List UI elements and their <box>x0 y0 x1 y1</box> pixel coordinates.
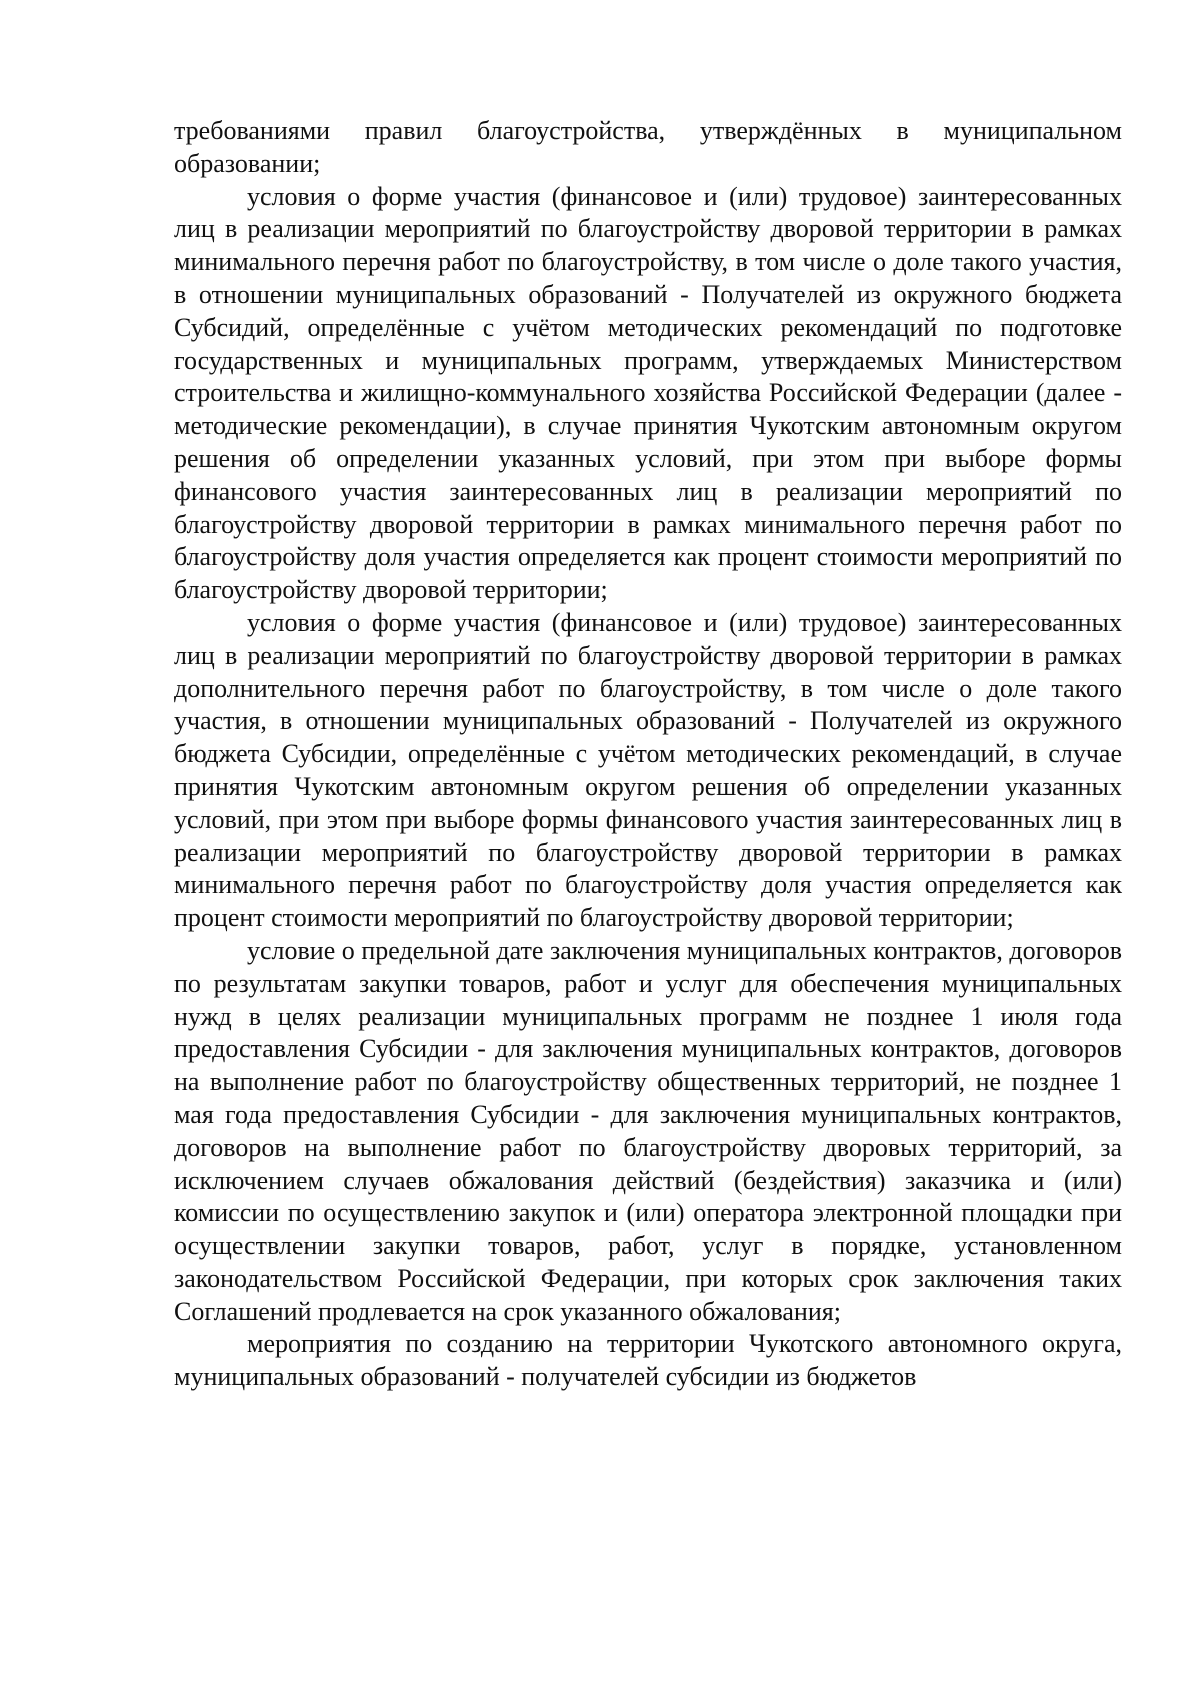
paragraph-measures: мероприятия по созданию на территории Чукотского автономного округа, муниципальных образований - получателей субсидии из бюджетов <box>174 1329 1122 1392</box>
document-body <box>174 115 1122 1394</box>
paragraph-continuation: требованиями правил благоустройства, утверждённых в муниципальном образовании; <box>174 116 1122 178</box>
paragraph-contract-deadline: условие о предельной дате заключения муниципальных контрактов, договоров по результатам закупки товаров, работ и услуг для обеспечения муниципальных нужд в целях реализации муниципальных программ не позднее 1 июля года предоставления Субсидии - для заключения муниципальных контрактов, договоров на выполнение работ по благоустройству общественных территорий, не позднее 1 мая года предоставления Субсидии - для заключения муниципальных контрактов, договоров на выполнение работ по благоустройству дворовых территорий, за исключением случаев обжалования действий (бездействия) заказчика и (или) комиссии по осуществлению закупок и (или) оператора электронной площадки при осуществлении закупки товаров, работ, услуг в порядке, установленном законодательством Российской Федерации, при которых срок заключения таких Соглашений продлевается на срок указанного обжалования; <box>174 935 1122 1326</box>
paragraph-additional-list-conditions: условия о форме участия (финансовое и (или) трудовое) заинтересованных лиц в реализации мероприятий по благоустройству дворовой территории в рамках дополнительного перечня работ по благоустройству, в том числе о доле такого участия, в отношении муниципальных образований - Получателей из окружного бюджета Субсидии, определённые с учётом методических рекомендаций, в случае принятия Чукотским автономным округом решения об определении указанных условий, при этом при выборе формы финансового участия заинтересованных лиц в реализации мероприятий по благоустройству дворовой территории в рамках минимального перечня работ по благоустройству доля участия определяется как процент стоимости мероприятий по благоустройству дворовой территории; <box>174 607 1122 933</box>
paragraph-minimal-list-conditions: условия о форме участия (финансовое и (или) трудовое) заинтересованных лиц в реализации мероприятий по благоустройству дворовой территории в рамках минимального перечня работ по благоустройству, в том числе о доле такого участия, в отношении муниципальных образований - Получателей из окружного бюджета Субсидий, определённые с учётом методических рекомендаций по подготовке государственных и муниципальных программ, утверждаемых Министерством строительства и жилищно-коммунального хозяйства Российской Федерации (далее - методические рекомендации), в случае принятия Чукотским автономным округом решения об определении указанных условий, при этом при выборе формы финансового участия заинтересованных лиц в реализации мероприятий по благоустройству дворовой территории в рамках минимального перечня работ по благоустройству доля участия определяется как процент стоимости мероприятий по благоустройству дворовой территории; <box>174 181 1122 605</box>
